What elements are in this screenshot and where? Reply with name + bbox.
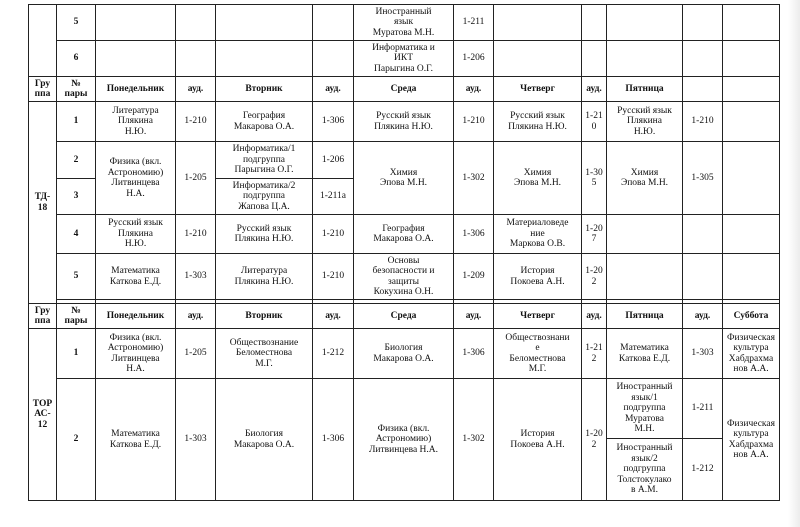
tuesday-lesson: Литература Плякина Н.Ю. <box>216 254 313 300</box>
friday-lesson: Химия Эпова М.Н. <box>607 142 683 215</box>
table-row <box>29 215 780 254</box>
group-name: ТД- 18 <box>29 102 57 304</box>
header-tuesday: Вторник <box>216 77 313 102</box>
header-group: Гру ппа <box>29 304 57 329</box>
header-thursday: Четверг <box>494 77 582 102</box>
lesson-number: 3 <box>57 179 96 215</box>
header-saturday: Суббота <box>723 304 780 329</box>
tuesday-lesson: Информатика/2 подгруппа Жапова Ц.А. <box>216 179 313 215</box>
table-row <box>29 254 780 300</box>
header-thursday: Четверг <box>494 304 582 329</box>
group-name: ТОР АС- 12 <box>29 329 57 501</box>
room-cell: 1-205 <box>176 329 216 379</box>
header-room <box>683 77 723 102</box>
page-edge-shadow <box>788 0 800 527</box>
header-friday: Пятница <box>607 304 683 329</box>
room-cell: 1-305 <box>683 142 723 215</box>
header-room: ауд. <box>582 304 607 329</box>
room-cell: 1-302 <box>454 379 494 501</box>
room-cell: 1-306 <box>454 329 494 379</box>
header-room: ауд. <box>313 304 354 329</box>
room-cell: 1-20 2 <box>582 254 607 300</box>
group-cell <box>29 5 57 77</box>
lesson-number: 2 <box>57 142 96 179</box>
room-cell: 1-306 <box>313 102 354 142</box>
header-monday: Понедельник <box>96 77 176 102</box>
schedule-table <box>28 4 780 501</box>
header-row <box>29 304 780 329</box>
room-cell: 1-210 <box>176 215 216 254</box>
lesson-number: 5 <box>57 254 96 300</box>
lesson-number: 5 <box>57 5 96 41</box>
wednesday-lesson: Информатика и ИКТ Парыгина О.Г. <box>354 41 454 77</box>
header-room: ауд. <box>683 304 723 329</box>
room-cell: 1-20 2 <box>582 379 607 501</box>
table-row <box>29 329 780 379</box>
header-room: ауд. <box>582 77 607 102</box>
room-cell: 1-212 <box>683 439 723 501</box>
thursday-lesson: История Покоева А.Н. <box>494 379 582 501</box>
header-wednesday: Среда <box>354 77 454 102</box>
room-cell: 1-211 <box>683 379 723 439</box>
table-row <box>29 142 780 179</box>
monday-lesson: Русский язык Плякина Н.Ю. <box>96 215 176 254</box>
room-cell: 1-210 <box>313 254 354 300</box>
friday-lesson: Русский язык Плякина Н.Ю. <box>607 102 683 142</box>
thursday-lesson: Обществознани е Беломестнова М.Г. <box>494 329 582 379</box>
friday-lesson: Иностранный язык/2 подгруппа Толстокулако в А.М. <box>607 439 683 501</box>
header-number: № пары <box>57 304 96 329</box>
header-room: ауд. <box>176 77 216 102</box>
tuesday-lesson: Биология Макарова О.А. <box>216 379 313 501</box>
room-cell: 1-20 7 <box>582 215 607 254</box>
table-row <box>29 41 780 77</box>
wednesday-lesson: Основы безопасности и защиты Кокухина О.Н. <box>354 254 454 300</box>
header-group: Гру ппа <box>29 77 57 102</box>
saturday-lesson: Физическая культура Хабдрахма нов А.А. <box>723 329 780 379</box>
room-cell: 1-211а <box>313 179 354 215</box>
lesson-number: 6 <box>57 41 96 77</box>
wednesday-lesson: Физика (вкл. Астрономию) Литвинцева Н.А. <box>354 379 454 501</box>
thursday-lesson: Русский язык Плякина Н.Ю. <box>494 102 582 142</box>
header-room: ауд. <box>454 77 494 102</box>
wednesday-lesson: География Макарова О.А. <box>354 215 454 254</box>
room-cell: 1-306 <box>454 215 494 254</box>
room-cell: 1-211 <box>454 5 494 41</box>
tuesday-lesson: Информатика/1 подгруппа Парыгина О.Г. <box>216 142 313 179</box>
room-cell: 1-206 <box>454 41 494 77</box>
table-row <box>29 102 780 142</box>
room-cell: 1-303 <box>683 329 723 379</box>
header-room: ауд. <box>454 304 494 329</box>
room-cell: 1-206 <box>313 142 354 179</box>
monday-lesson: Математика Каткова Е.Д. <box>96 254 176 300</box>
table-row <box>29 5 780 41</box>
lesson-number: 4 <box>57 215 96 254</box>
wednesday-lesson: Биология Макарова О.А. <box>354 329 454 379</box>
room-cell: 1-210 <box>176 102 216 142</box>
room-cell: 1-210 <box>313 215 354 254</box>
header-tuesday: Вторник <box>216 304 313 329</box>
room-cell: 1-302 <box>454 142 494 215</box>
header-wednesday: Среда <box>354 304 454 329</box>
header-room: ауд. <box>313 77 354 102</box>
monday-lesson: Литература Плякина Н.Ю. <box>96 102 176 142</box>
thursday-lesson: Материаловеде ние Маркова О.В. <box>494 215 582 254</box>
wednesday-lesson: Химия Эпова М.Н. <box>354 142 454 215</box>
lesson-number: 2 <box>57 379 96 501</box>
tuesday-lesson: География Макарова О.А. <box>216 102 313 142</box>
room-cell: 1-303 <box>176 254 216 300</box>
saturday-lesson: Физическая культура Хабдрахма нов А.А. <box>723 379 780 501</box>
header-room: ауд. <box>176 304 216 329</box>
wednesday-lesson: Иностранный язык Муратова М.Н. <box>354 5 454 41</box>
monday-lesson: Физика (вкл. Астрономию) Литвинцева Н.А. <box>96 329 176 379</box>
room-cell: 1-21 0 <box>582 102 607 142</box>
room-cell: 1-205 <box>176 142 216 215</box>
friday-lesson: Иностранный язык/1 подгруппа Муратова М.Н. <box>607 379 683 439</box>
header-row <box>29 77 780 102</box>
tuesday-lesson: Русский язык Плякина Н.Ю. <box>216 215 313 254</box>
thursday-lesson: Химия Эпова М.Н. <box>494 142 582 215</box>
monday-lesson: Физика (вкл. Астрономию) Литвинцева Н.А. <box>96 142 176 215</box>
wednesday-lesson: Русский язык Плякина Н.Ю. <box>354 102 454 142</box>
lesson-number: 1 <box>57 102 96 142</box>
header-friday: Пятница <box>607 77 683 102</box>
header-saturday <box>723 77 780 102</box>
room-cell: 1-306 <box>313 379 354 501</box>
room-cell: 1-210 <box>683 102 723 142</box>
monday-lesson: Математика Каткова Е.Д. <box>96 379 176 501</box>
room-cell: 1-30 5 <box>582 142 607 215</box>
room-cell: 1-210 <box>454 102 494 142</box>
thursday-lesson: История Покоева А.Н. <box>494 254 582 300</box>
room-cell: 1-212 <box>313 329 354 379</box>
friday-lesson: Математика Каткова Е.Д. <box>607 329 683 379</box>
room-cell: 1-303 <box>176 379 216 501</box>
table-row <box>29 379 780 439</box>
room-cell: 1-21 2 <box>582 329 607 379</box>
tuesday-lesson: Обществознание Беломестнова М.Г. <box>216 329 313 379</box>
lesson-number: 1 <box>57 329 96 379</box>
room-cell: 1-209 <box>454 254 494 300</box>
header-monday: Понедельник <box>96 304 176 329</box>
header-number: № пары <box>57 77 96 102</box>
